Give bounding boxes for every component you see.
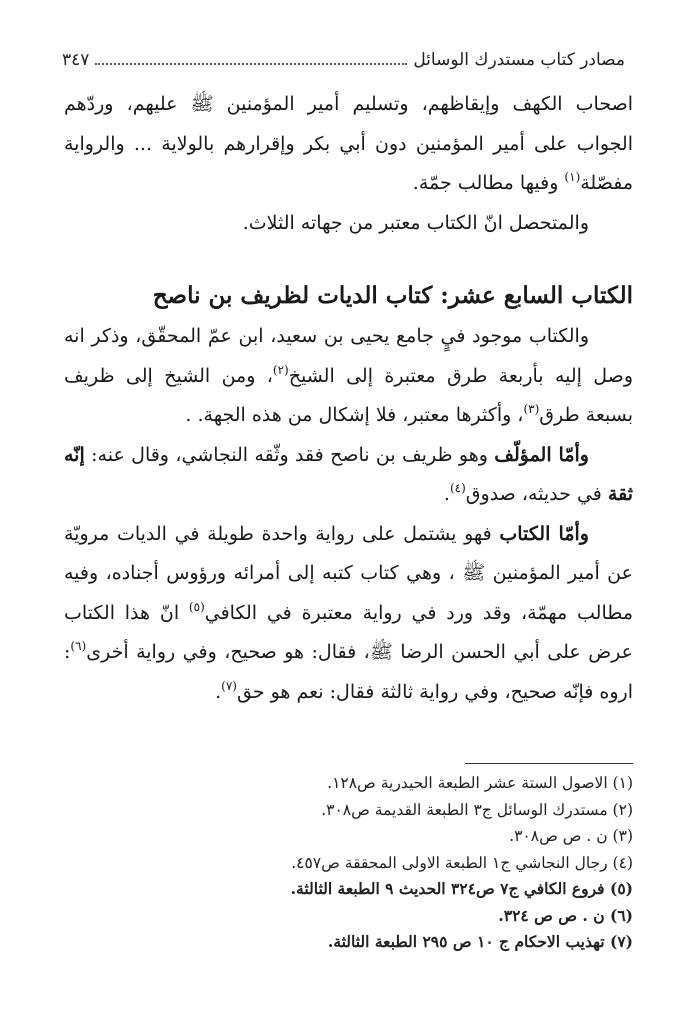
footnote-item: (٢) مستدرك الوسائل ج٣ الطبعة القديمة ص٣٠٨. <box>321 800 633 819</box>
footnotes <box>120 770 633 956</box>
paragraph-1: اصحاب الكهف وإيقاظهم، وتسليم أمير المؤمنين ﷺ عليهم، وردّهم الجواب على أمير المؤمنين دون أبي بكر وإقرارهم بالولاية ... والرواية مفصّلة$^{(١)}$ وفيها مطالب جمّة. <box>64 93 633 194</box>
author-label: وأمّا المؤلّف <box>494 443 589 466</box>
footnote-ref-4[interactable]: (٤) <box>449 481 466 495</box>
footnote-item: (١) الاصول الستة عشر الطبعة الحيدرية ص١٢٨. <box>327 774 633 792</box>
running-header <box>62 44 625 76</box>
paragraph-2: والمتحصل انّ الكتاب معتبر من جهاته الثلاث. <box>242 211 589 234</box>
footnote-divider <box>465 763 633 764</box>
paragraph-5: وأمّا الكتاب فهو يشتمل على رواية واحدة طويلة في الديات مرويّة عن أمير المؤمنين ﷺ ، وهي كتاب كتبه إلى أمرائه ورؤوس أجناده، وفيه مطالب مهمّة، وقد ورد في رواية معتبرة في الكافي$^{(٥)}$ انّ هذا الكتاب عرض على أبي الحسن الرضا ﷺ، فقال: هو صحيح، وفي رواية أخرى$^{(٦)}$: اروه فإنّه صحيح، وفي رواية ثالثة فقال: نعم هو حق$^{(٧)}$. <box>64 522 633 703</box>
header-title: مصادر كتاب مستدرك الوسائل <box>413 50 625 70</box>
footnote-ref-1[interactable]: (١) <box>564 170 581 184</box>
footnote-item: (٣) ن . ص ص٣٠٨. <box>509 827 633 845</box>
footnote-ref-2[interactable]: (٢) <box>272 362 289 377</box>
section-heading: الكتاب السابع عشر: كتاب الديات لظريف بن ناصح <box>152 282 633 309</box>
footnote-item: (٧) تهذيب الاحكام ج ١٠ ص ٢٩٥ الطبعة الثالثة. <box>327 932 633 951</box>
footnote-item: (٦) ن . ص ص ٣٢٤. <box>498 905 633 925</box>
paragraph-4: وأمّا المؤلّف وهو ظريف بن ناصح فقد وثّقه النجاشي، وقال عنه: إنّه ثقة في حديثه، صدوق$^{(٤)}$. <box>64 443 633 505</box>
main-text <box>64 85 633 712</box>
footnote-item: (٥) فروع الكافي ج٧ ص٣٢٤ الحديث ٩ الطبعة الثالثة. <box>290 879 633 898</box>
footnote-ref-6[interactable]: (٦) <box>70 639 87 653</box>
footnote-ref-5[interactable]: (٥) <box>188 599 205 614</box>
book-label: وأمّا الكتاب <box>499 522 589 545</box>
paragraph-3: والكتاب موجود فيٍ جامع يحيى بن سعيد، ابن عمّ المحقّق، وذكر انه وصل إليه بأربعة طرق معتبرة إلى الشيخ$^{(٢)}$، ومن الشيخ إلى ظريف بسبعة طرق$^{(٣)}$، وأكثرها معتبر، فلا إشكال من هذه الجهة. . <box>64 325 633 426</box>
page-number: ٣٤٧ <box>62 50 90 70</box>
footnote-ref-3[interactable]: (٣) <box>523 402 540 416</box>
dotted-leader <box>95 63 407 65</box>
footnote-ref-7[interactable]: (٧) <box>221 678 237 693</box>
footnote-item: (٤) رجال النجاشي ج١ الطبعة الاولى المحققة ص٤٥٧. <box>291 853 633 872</box>
